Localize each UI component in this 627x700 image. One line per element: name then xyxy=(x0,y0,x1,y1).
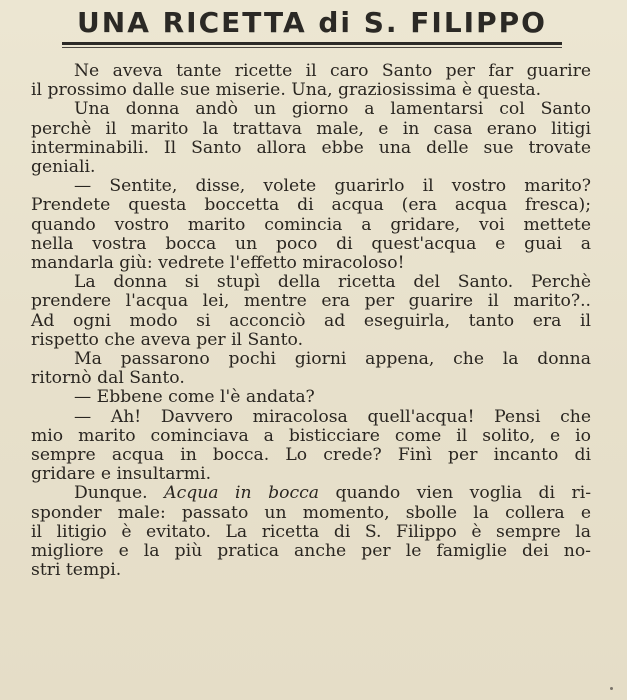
text-line: quando vostro marito comincia a gridare, voi mettete xyxy=(31,214,591,235)
text-line: La donna si stupì della ricetta del Santo. Perchè xyxy=(74,272,591,293)
article-title: UNA RICETTA di S. FILIPPO xyxy=(77,6,547,39)
paragraph xyxy=(31,350,591,388)
text-line: nella vostra bocca un poco di quest'acqua e guai a xyxy=(31,233,591,254)
text-line: geniali. xyxy=(31,157,96,178)
text-run: Dunque. xyxy=(74,483,148,504)
text-line: perchè il marito la trattava male, e in casa erano litigi xyxy=(31,118,591,139)
text-line: gridare e insultarmi. xyxy=(31,464,212,485)
text-line: — Sentite, disse, volete guarirlo il vostro marito? xyxy=(74,176,591,197)
print-speck xyxy=(610,687,613,690)
text-line: sempre acqua in bocca. Lo crede? Finì per incanto di xyxy=(31,445,591,466)
title-rule-thick xyxy=(62,42,562,45)
text-line: Ad ogni modo si acconciò ad eseguirla, tanto era il xyxy=(31,310,591,331)
text-line: Ma passarono pochi giorni appena, che la donna xyxy=(74,349,591,370)
text-line: Ne aveva tante ricette il caro Santo per far guarire xyxy=(74,61,591,81)
text-line: il prossimo dalle sue miserie. Una, graziosissima è questa. xyxy=(31,80,542,101)
paragraph xyxy=(31,273,591,350)
text-line: migliore e la più pratica anche per le famiglie dei no- xyxy=(31,541,591,562)
text-line: Prendete questa boccetta di acqua (era acqua fresca); xyxy=(31,195,591,216)
article-body xyxy=(31,62,591,580)
paragraph xyxy=(31,177,591,273)
text-line: sponder male: passato un momento, sbolle la collera e xyxy=(31,502,591,523)
text-line: interminabili. Il Santo allora ebbe una delle sue trovate xyxy=(31,137,591,158)
paragraph xyxy=(31,62,591,100)
paragraph xyxy=(31,388,591,407)
paragraph xyxy=(31,484,591,580)
title-rule-thin xyxy=(62,47,562,48)
text-line: rispetto che aveva per il Santo. xyxy=(31,329,304,350)
text-line: stri tempi. xyxy=(31,560,122,581)
text-line: mio marito cominciava a bisticciare come il solito, e io xyxy=(31,425,591,446)
paragraph xyxy=(31,100,591,177)
paragraph xyxy=(31,408,591,485)
italic-phrase: Acqua in bocca xyxy=(164,483,319,504)
text-line: — Ebbene come l'è andata? xyxy=(74,387,315,408)
text-line: mandarla giù: vedrete l'effetto miracoloso! xyxy=(31,253,405,274)
text-line: ritornò dal Santo. xyxy=(31,368,185,389)
text-line: Una donna andò un giorno a lamentarsi col Santo xyxy=(74,99,591,120)
text-line: — Ah! Davvero miracolosa quell'acqua! Pensi che xyxy=(74,406,591,427)
text-line: prendere l'acqua lei, mentre era per guarire il marito?.. xyxy=(31,291,591,312)
text-run: quando vien voglia di ri- xyxy=(335,483,592,504)
text-line xyxy=(31,484,591,503)
text-line: il litigio è evitato. La ricetta di S. Filippo è sempre la xyxy=(31,521,591,542)
